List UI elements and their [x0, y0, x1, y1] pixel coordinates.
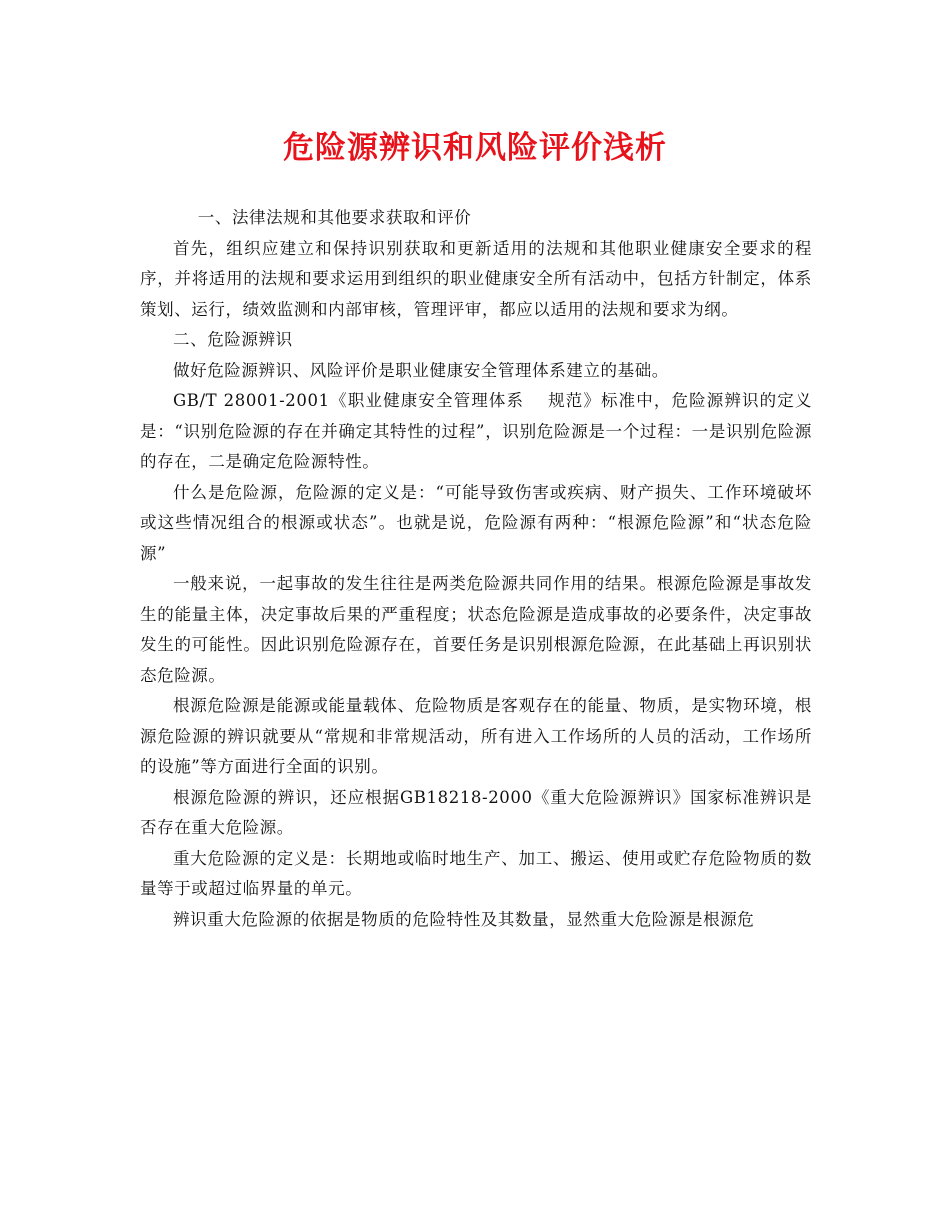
paragraph-8: 重大危险源的定义是：长期地或临时地生产、加工、搬运、使用或贮存危险物质的数量等于或超过临界量的单元。 [140, 848, 812, 898]
paragraph-4: 什么是危险源，危险源的定义是：“可能导致伤害或疾病、财产损失、工作环境破坏或这些情况组合的根源或状态”。也就是说，危险源有两种：“根源危险源”和“状态危险源” [140, 482, 812, 563]
paragraph-5: 一般来说，一起事故的发生往往是两类危险源共同作用的结果。根源危险源是事故发生的能量主体，决定事故后果的严重程度；状态危险源是造成事故的必要条件，决定事故发生的可能性。因此识别危险源存在，首要任务是识别根源危险源，在此基础上再识别状态危险源。 [140, 574, 812, 685]
paragraph-3: GB/T 28001-2001《职业健康安全管理体系 规范》标准中，危险源辨识的定义是：“识别危险源的存在并确定其特性的过程”，识别危险源是一个过程：一是识别危险源的存在，二是确定危险源特性。 [140, 391, 812, 471]
paragraph-2: 做好危险源辨识、风险评价是职业健康安全管理体系建立的基础。 [173, 360, 669, 380]
document-body [140, 203, 812, 935]
paragraph-1: 首先，组织应建立和保持识别获取和更新适用的法规和其他职业健康安全要求的程序，并将适用的法规和要求运用到组织的职业健康安全所有活动中，包括方针制定，体系策划、运行，绩效监测和内部审核，管理评审，都应以适用的法规和要求为纲。 [140, 238, 812, 319]
paragraph-6: 根源危险源是能源或能量载体、危险物质是客观存在的能量、物质，是实物环境，根源危险源的辨识就要从“常规和非常规活动，所有进入工作场所的人员的活动，工作场所的设施”等方面进行全面的识别。 [140, 696, 812, 776]
paragraph-7: 根源危险源的辨识，还应根据GB18218-2000《重大危险源辨识》国家标准辨识是否存在重大危险源。 [140, 787, 812, 837]
section-heading-2: 二、危险源辨识 [173, 330, 293, 349]
document-title: 危险源辨识和风险评价浅析 [283, 130, 667, 166]
paragraph-9: 辨识重大危险源的依据是物质的危险特性及其数量，显然重大危险源是根源危 [173, 909, 755, 929]
section-heading-1: 一、法律法规和其他要求获取和评价 [197, 208, 472, 227]
